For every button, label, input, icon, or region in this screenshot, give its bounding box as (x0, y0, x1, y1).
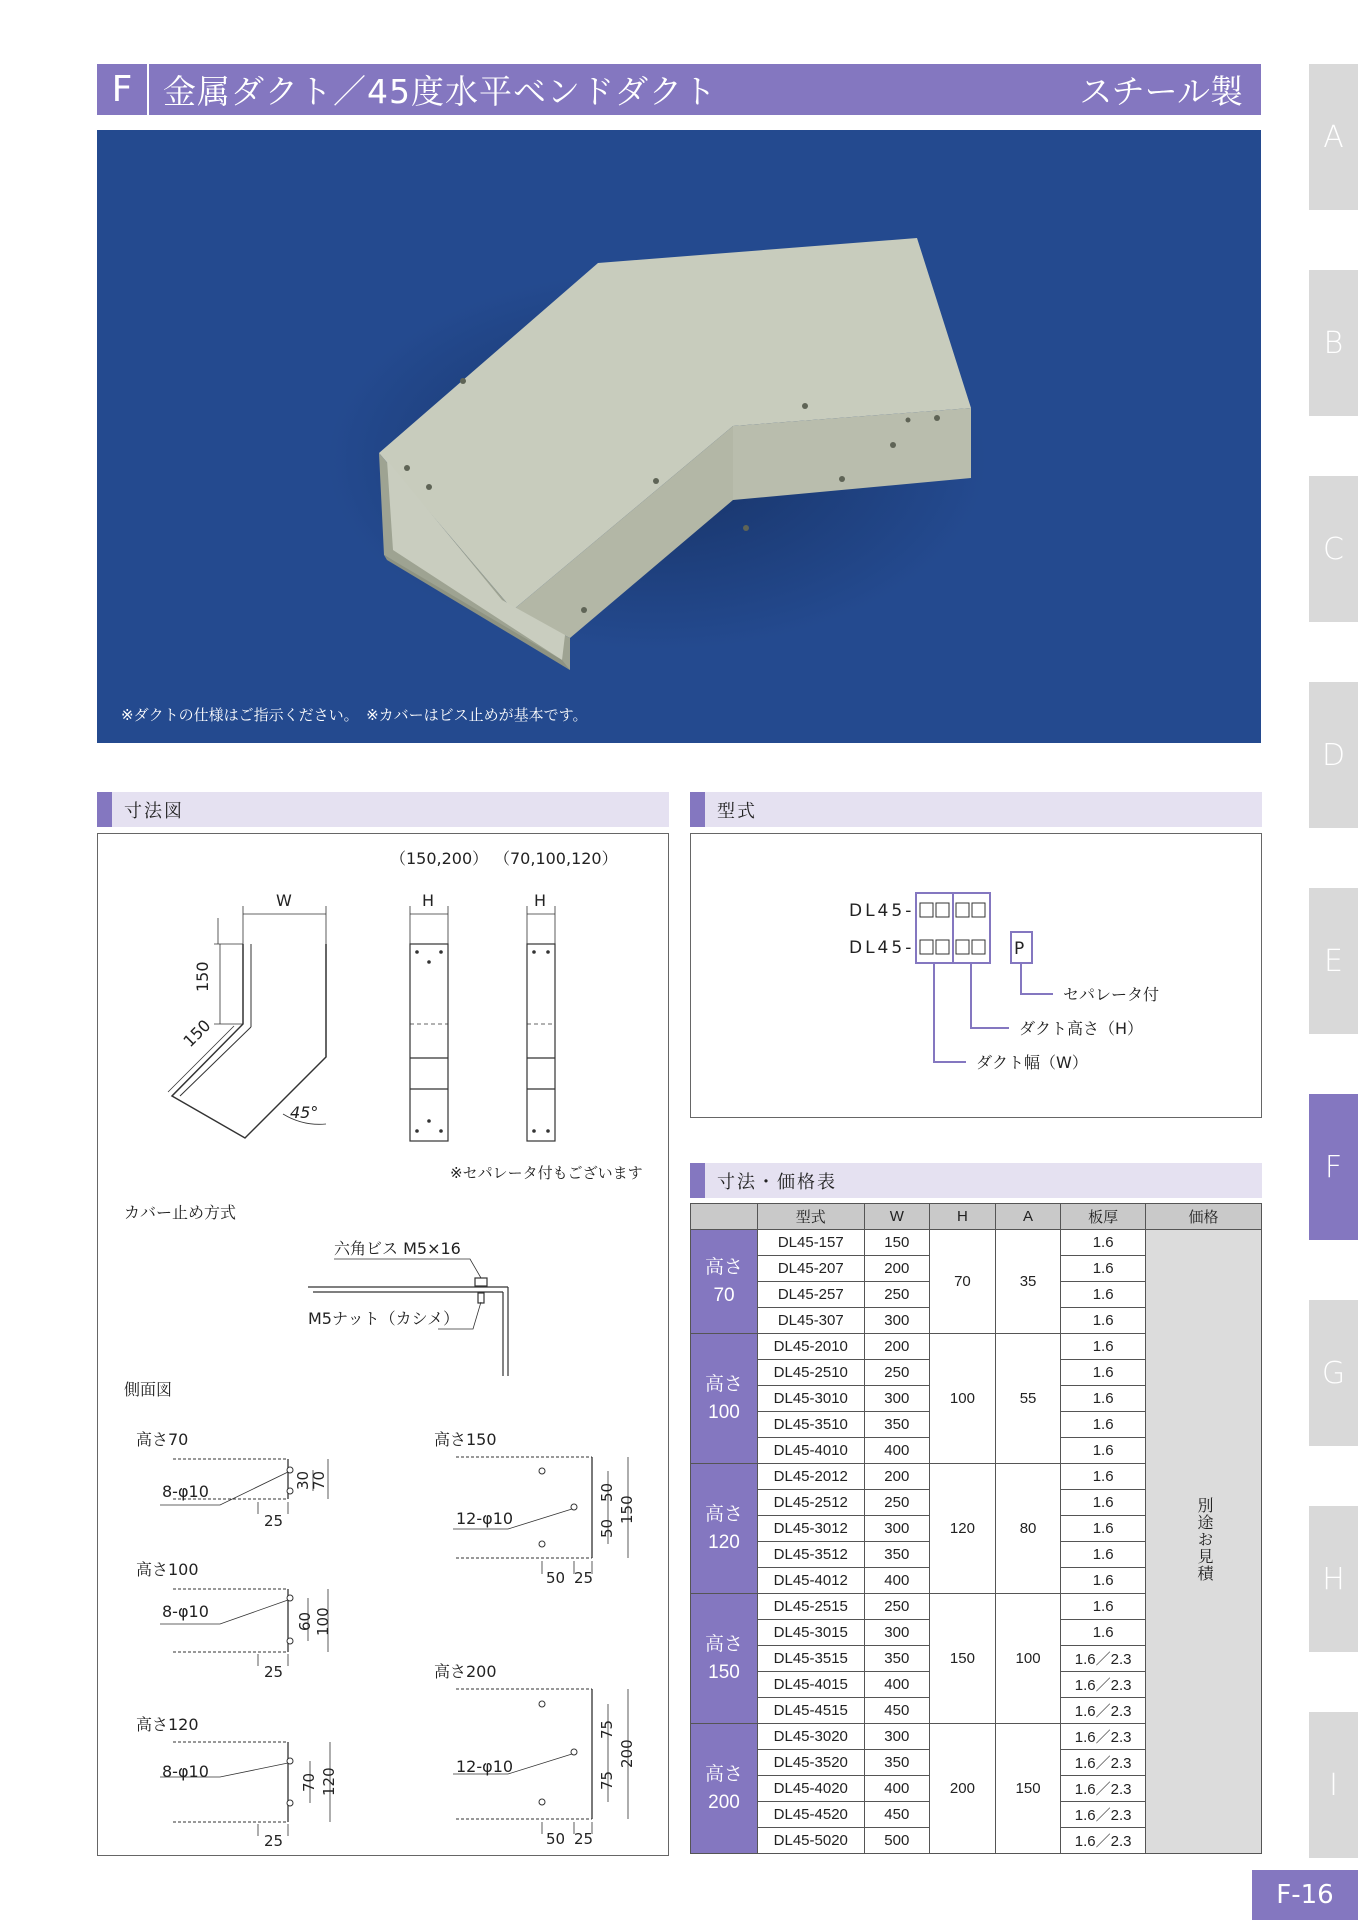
thickness-cell: 1.6 (1061, 1542, 1146, 1568)
width-cell: 350 (864, 1412, 930, 1438)
thickness-cell: 1.6 (1061, 1568, 1146, 1594)
width-cell: 150 (864, 1230, 930, 1256)
bend-duct-illustration (97, 130, 1261, 743)
side-tab-e[interactable]: E (1309, 888, 1358, 1034)
group-label-bottom: 120 (708, 1531, 740, 1553)
height-group-b: （70,100,120） (494, 849, 618, 868)
model-cell: DL45-257 (758, 1282, 864, 1308)
table-header-row (691, 1204, 1262, 1230)
h200-d4: 25 (574, 1830, 594, 1848)
h200-title: 高さ200 (434, 1662, 497, 1681)
cover-method-label: カバー止め方式 (124, 1203, 237, 1222)
thickness-cell: 1.6 (1061, 1308, 1146, 1334)
side-tab-b[interactable]: B (1309, 270, 1358, 416)
thickness-cell: 1.6／2.3 (1061, 1828, 1146, 1854)
a-cell: 100 (995, 1594, 1061, 1724)
model-prefix: DL45- (849, 901, 915, 921)
title-bar (97, 64, 1261, 115)
h200-d1: 75 (598, 1719, 616, 1739)
h200-d3: 50 (546, 1830, 566, 1848)
h120-d1: 70 (300, 1772, 318, 1792)
height-group-label (691, 1594, 758, 1724)
model-cell: DL45-3520 (758, 1750, 864, 1776)
model-cell: DL45-4015 (758, 1672, 864, 1698)
dim-150-b: 150 (179, 1015, 215, 1051)
model-cell: DL45-4520 (758, 1802, 864, 1828)
group-label-bottom: 150 (708, 1661, 740, 1683)
dimension-drawing (98, 834, 670, 1857)
h150-d1: 50 (598, 1482, 616, 1502)
title-separator (147, 64, 149, 115)
side-tab-a[interactable]: A (1309, 64, 1358, 210)
width-cell: 300 (864, 1620, 930, 1646)
thickness-cell: 1.6 (1061, 1516, 1146, 1542)
model-cell: DL45-157 (758, 1230, 864, 1256)
price-note: 別途お見積 (1194, 1497, 1212, 1582)
side-tab-c[interactable]: C (1309, 476, 1358, 622)
thickness-cell: 1.6 (1061, 1620, 1146, 1646)
side-tab-h[interactable]: H (1309, 1506, 1358, 1652)
height-group-label (691, 1230, 758, 1334)
model-cell: DL45-5020 (758, 1828, 864, 1854)
h70-d2: 70 (310, 1470, 328, 1490)
width-cell: 400 (864, 1568, 930, 1594)
width-cell: 250 (864, 1282, 930, 1308)
width-cell: 300 (864, 1516, 930, 1542)
nut-label: M5ナット（カシメ） (308, 1309, 460, 1328)
height-cell: 200 (930, 1724, 996, 1854)
thickness-cell: 1.6／2.3 (1061, 1698, 1146, 1724)
label-w: W (276, 891, 292, 910)
h100-d1: 60 (296, 1611, 314, 1631)
width-cell: 450 (864, 1802, 930, 1828)
side-tab-d[interactable]: D (1309, 682, 1358, 828)
model-cell: DL45-2012 (758, 1464, 864, 1490)
h70-holes: 8-φ10 (162, 1482, 209, 1501)
price-table-body (691, 1230, 1262, 1854)
header-model: 型式 (758, 1204, 864, 1230)
model-cell: DL45-3015 (758, 1620, 864, 1646)
width-cell: 300 (864, 1308, 930, 1334)
side-tab-i[interactable]: I (1309, 1712, 1358, 1858)
thickness-cell: 1.6／2.3 (1061, 1646, 1146, 1672)
page-title: 金属ダクト／45度水平ベンドダクト (163, 72, 717, 111)
dimension-section-header (97, 792, 669, 827)
thickness-cell: 1.6 (1061, 1464, 1146, 1490)
width-cell: 200 (864, 1334, 930, 1360)
width-cell: 400 (864, 1672, 930, 1698)
thickness-cell: 1.6 (1061, 1490, 1146, 1516)
model-cell: DL45-2010 (758, 1334, 864, 1360)
h200-d2: 200 (618, 1739, 636, 1768)
side-tab-f[interactable]: F (1309, 1094, 1358, 1240)
width-cell: 200 (864, 1464, 930, 1490)
h150-d2: 150 (618, 1495, 636, 1524)
dimension-drawing-box (97, 833, 669, 1856)
table-row (691, 1230, 1262, 1256)
width-cell: 350 (864, 1750, 930, 1776)
width-cell: 500 (864, 1828, 930, 1854)
model-cell: DL45-2512 (758, 1490, 864, 1516)
h100-d2: 100 (314, 1607, 332, 1636)
model-cell: DL45-307 (758, 1308, 864, 1334)
header-thickness: 板厚 (1061, 1204, 1146, 1230)
width-cell: 300 (864, 1724, 930, 1750)
height-group-a: （150,200） (390, 849, 489, 868)
thickness-cell: 1.6 (1061, 1594, 1146, 1620)
separator-legend: セパレータ付 (1063, 985, 1160, 1004)
model-cell: DL45-207 (758, 1256, 864, 1282)
thickness-cell: 1.6 (1061, 1230, 1146, 1256)
model-cell: DL45-2515 (758, 1594, 864, 1620)
thickness-cell: 1.6／2.3 (1061, 1672, 1146, 1698)
a-cell: 150 (995, 1724, 1061, 1854)
width-cell: 250 (864, 1490, 930, 1516)
h120-holes: 8-φ10 (162, 1762, 209, 1781)
model-cell: DL45-4515 (758, 1698, 864, 1724)
price-table (690, 1203, 1262, 1854)
separator-note: ※セパレータ付もございます (450, 1164, 643, 1182)
price-heading: 寸法・価格表 (717, 1171, 837, 1193)
h100-d3: 25 (264, 1663, 284, 1681)
model-cell: DL45-3012 (758, 1516, 864, 1542)
angle-label: 45° (290, 1103, 319, 1122)
thickness-cell: 1.6 (1061, 1360, 1146, 1386)
label-h1: H (422, 891, 435, 910)
thickness-cell: 1.6 (1061, 1412, 1146, 1438)
h150-d3: 50 (546, 1569, 566, 1587)
group-label-top: 高さ (705, 1763, 744, 1785)
h100-holes: 8-φ10 (162, 1602, 209, 1621)
header-w: W (864, 1204, 930, 1230)
h70-d3: 25 (264, 1512, 284, 1530)
screw-label: 六角ビス M5×16 (334, 1239, 461, 1258)
width-cell: 400 (864, 1438, 930, 1464)
h150-holes: 12-φ10 (456, 1509, 514, 1528)
thickness-cell: 1.6／2.3 (1061, 1776, 1146, 1802)
h200-holes: 12-φ10 (456, 1757, 514, 1776)
header-empty (691, 1204, 758, 1230)
material-label: スチール製 (1079, 72, 1243, 111)
width-cell: 450 (864, 1698, 930, 1724)
model-cell: DL45-3510 (758, 1412, 864, 1438)
width-cell: 200 (864, 1256, 930, 1282)
model-code-box (690, 833, 1262, 1118)
h150-d4: 25 (574, 1569, 594, 1587)
dimension-heading: 寸法図 (124, 800, 184, 822)
side-view-label: 側面図 (124, 1380, 173, 1399)
price-cell (1145, 1230, 1261, 1854)
model-cell: DL45-4010 (758, 1438, 864, 1464)
label-h2: H (534, 891, 547, 910)
h150-title: 高さ150 (434, 1430, 497, 1449)
height-group-label (691, 1724, 758, 1854)
thickness-cell: 1.6／2.3 (1061, 1802, 1146, 1828)
photo-note: ※ダクトの仕様はご指示ください。 ※カバーはビス止めが基本です。 (121, 706, 588, 724)
h70-title: 高さ70 (136, 1430, 189, 1449)
width-cell: 300 (864, 1386, 930, 1412)
h150-d1b: 50 (598, 1518, 616, 1538)
price-section-header (690, 1163, 1262, 1198)
thickness-cell: 1.6 (1061, 1256, 1146, 1282)
height-cell: 150 (930, 1594, 996, 1724)
h100-title: 高さ100 (136, 1560, 199, 1579)
h120-d2: 120 (320, 1767, 338, 1796)
header-a: A (995, 1204, 1061, 1230)
height-cell: 70 (930, 1230, 996, 1334)
model-section-header (690, 792, 1262, 827)
height-cell: 100 (930, 1334, 996, 1464)
model-cell: DL45-3020 (758, 1724, 864, 1750)
model-heading: 型式 (717, 800, 757, 822)
header-price: 価格 (1145, 1204, 1261, 1230)
model-cell: DL45-3010 (758, 1386, 864, 1412)
group-label-top: 高さ (705, 1373, 744, 1395)
thickness-cell: 1.6／2.3 (1061, 1724, 1146, 1750)
model-prefix-2: DL45- (849, 938, 915, 958)
height-group-label (691, 1334, 758, 1464)
a-cell: 80 (995, 1464, 1061, 1594)
side-tab-g[interactable]: G (1309, 1300, 1358, 1446)
a-cell: 35 (995, 1230, 1061, 1334)
height-cell: 120 (930, 1464, 996, 1594)
group-label-top: 高さ (705, 1633, 744, 1655)
h120-title: 高さ120 (136, 1715, 199, 1734)
h120-d3: 25 (264, 1832, 284, 1850)
group-label-top: 高さ (705, 1503, 744, 1525)
h70-d1: 30 (294, 1470, 312, 1490)
thickness-cell: 1.6／2.3 (1061, 1750, 1146, 1776)
page-number: F-16 (1252, 1870, 1358, 1920)
width-cell: 350 (864, 1542, 930, 1568)
width-cell: 250 (864, 1594, 930, 1620)
model-cell: DL45-3512 (758, 1542, 864, 1568)
group-label-bottom: 200 (708, 1791, 740, 1813)
width-legend: ダクト幅（W） (976, 1053, 1088, 1072)
width-cell: 350 (864, 1646, 930, 1672)
a-cell: 55 (995, 1334, 1061, 1464)
width-cell: 400 (864, 1776, 930, 1802)
model-code-diagram (691, 834, 1263, 1119)
height-legend: ダクト高さ（H） (1019, 1019, 1144, 1038)
dim-150-a: 150 (193, 961, 212, 992)
group-label-top: 高さ (705, 1256, 744, 1278)
section-letter: F (111, 69, 133, 110)
model-cell: DL45-4020 (758, 1776, 864, 1802)
model-cell: DL45-3515 (758, 1646, 864, 1672)
group-label-bottom: 100 (708, 1401, 740, 1423)
h200-d1b: 75 (598, 1770, 616, 1790)
product-photo (97, 130, 1261, 743)
thickness-cell: 1.6 (1061, 1438, 1146, 1464)
width-cell: 250 (864, 1360, 930, 1386)
suffix-p: P (1014, 939, 1025, 959)
thickness-cell: 1.6 (1061, 1282, 1146, 1308)
height-group-label (691, 1464, 758, 1594)
model-cell: DL45-2510 (758, 1360, 864, 1386)
model-cell: DL45-4012 (758, 1568, 864, 1594)
group-label-bottom: 70 (713, 1284, 735, 1306)
thickness-cell: 1.6 (1061, 1334, 1146, 1360)
header-h: H (930, 1204, 996, 1230)
thickness-cell: 1.6 (1061, 1386, 1146, 1412)
